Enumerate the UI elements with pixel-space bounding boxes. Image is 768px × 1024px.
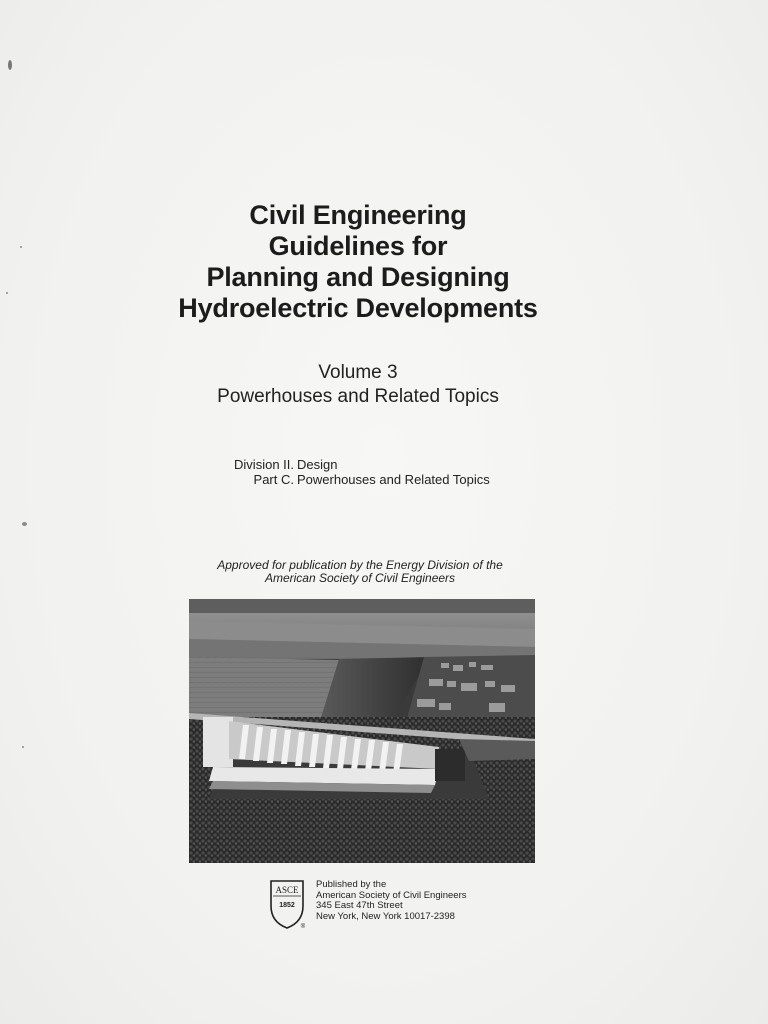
scan-speck [22,522,27,526]
approval-line-1: Approved for publication by the Energy Division of the [217,558,503,572]
division-value: Design [297,457,338,472]
aerial-dam-photo [189,599,535,863]
scan-speck [6,292,8,294]
volume-subtitle: Powerhouses and Related Topics [217,386,499,407]
title-line-3: Planning and Designing [206,262,510,292]
part-row [212,472,490,487]
publisher-line-2: American Society of Civil Engineers [316,889,467,901]
publisher-line-4: New York, New York 10017-2398 [316,910,455,922]
approval-note [180,559,540,585]
scan-speck [20,246,22,248]
title-line-2: Guidelines for [268,231,448,261]
publisher-line-3: 345 East 47th Street [316,900,403,911]
scan-speck [22,746,24,748]
photo-illustration [189,599,535,863]
part-value: Powerhouses and Related Topics [297,472,490,487]
division-label: Division II. [234,457,294,472]
title-line-1: Civil Engineering [249,200,467,230]
registered-mark: ® [300,924,306,930]
publisher-block [268,878,466,930]
volume-block [150,361,566,409]
seal-text-year: 1852 [279,902,295,909]
seal-text-top: ASCE [275,885,299,895]
division-block [212,457,490,487]
scan-speck [8,60,12,70]
division-row [212,457,490,472]
publisher-line-1: Published by the [316,879,387,890]
book-title [100,200,616,324]
title-line-4: Hydroelectric Developments [178,293,538,323]
publisher-text [316,880,466,930]
part-label: Part C. [253,472,294,487]
volume-number: Volume 3 [318,362,398,383]
approval-line-2: American Society of Civil Engineers [264,571,456,585]
asce-seal-icon [268,878,306,930]
